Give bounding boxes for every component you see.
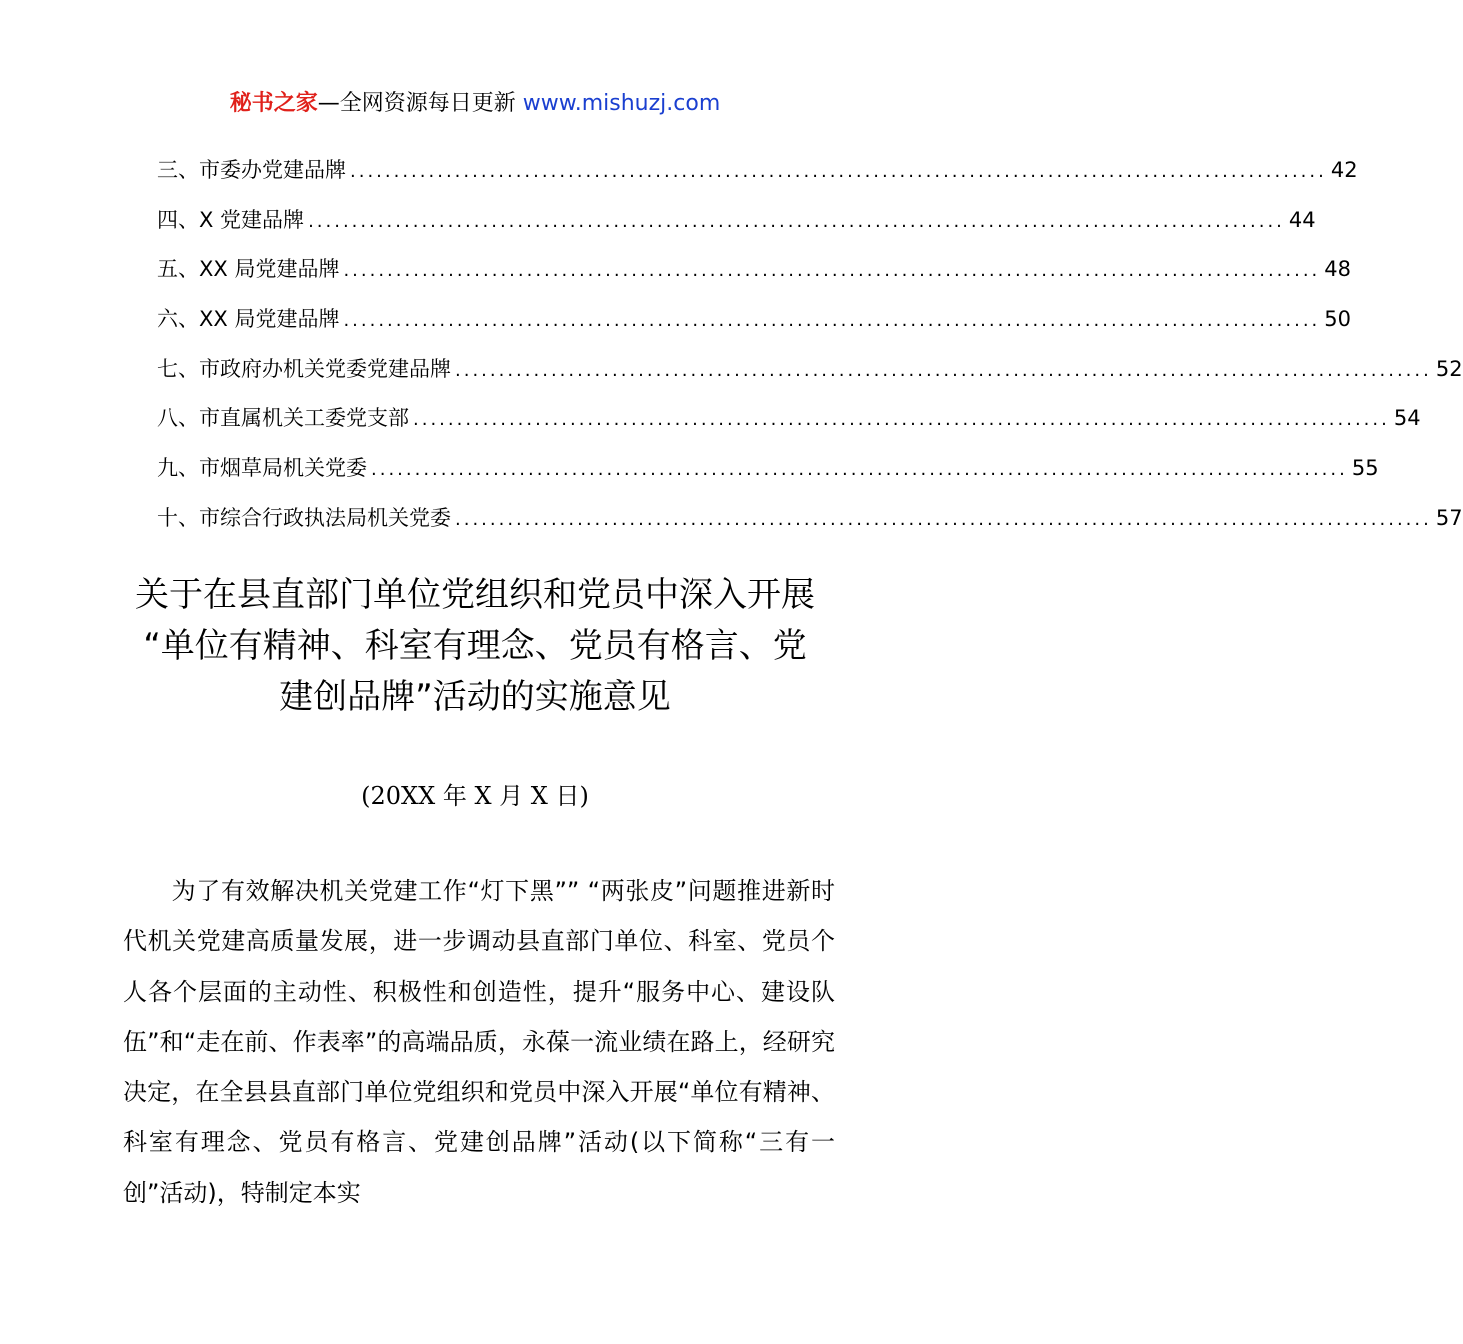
header-tagline: —全网资源每日更新 — [317, 91, 523, 116]
toc-leader-dots: ................................................................................................................ — [371, 459, 1348, 481]
toc-entry[interactable] — [157, 200, 1316, 250]
toc-entry-page: 48 — [1324, 257, 1352, 282]
toc-entry[interactable] — [157, 349, 1463, 399]
toc-entry-page: 54 — [1393, 406, 1421, 431]
toc-entry-label: 八、市直属机关工委党支部 — [157, 406, 409, 431]
toc-entry-page: 57 — [1435, 505, 1463, 530]
toc-entry[interactable] — [157, 398, 1421, 448]
toc-leader-dots: ................................................................................................................ — [413, 409, 1390, 431]
toc-entry-page: 42 — [1330, 158, 1358, 182]
toc-entry[interactable] — [157, 249, 1352, 299]
toc-entry-label: 七、市政府办机关党委党建品牌 — [157, 356, 451, 381]
body-paragraph — [123, 866, 835, 1218]
site-header — [0, 88, 950, 120]
document-date: (20XX 年 X 月 X 日) — [361, 782, 589, 810]
toc-entry-label: 四、X 党建品牌 — [157, 207, 305, 232]
paragraph-text: 为了有效解决机关党建工作“灯下黑”” “两张皮”问题推进新时代机关党建高质量发展，进一步调动县直部门单位、科室、党员个人各个层面的主动性、积极性和创造性，提升“服务中心、建设队伍”和“走在前、作表率”的高端品质，永葆一流业绩在路上，经研究决定，在全县县直部门单位党组织和党员中深入开展“单位有精神、科室有理念、党员有格言、党建创品牌”活动(以下简称“三有一创”活动)，特制定本实 — [123, 877, 835, 1207]
toc-entry[interactable] — [157, 299, 1352, 349]
title-line: 建创品牌”活动的实施意见 — [279, 677, 671, 717]
toc-entry-page: 50 — [1324, 307, 1352, 332]
toc-leader-dots: ................................................................................................................ — [343, 310, 1321, 332]
toc-entry-page: 44 — [1288, 207, 1316, 232]
toc-entry-label: 九、市烟草局机关党委 — [157, 456, 367, 481]
toc-entry[interactable] — [157, 150, 1358, 200]
toc-entry-page: 55 — [1351, 456, 1379, 481]
toc-entry-label: 五、XX 局党建品牌 — [157, 257, 340, 282]
toc-entry-label: 六、XX 局党建品牌 — [157, 307, 340, 332]
document-title — [60, 570, 890, 723]
toc-leader-dots: ................................................................................................................ — [308, 210, 1285, 232]
toc-entry[interactable] — [157, 498, 1463, 548]
table-of-contents — [157, 150, 1463, 548]
brand-name: 秘书之家 — [229, 91, 318, 116]
toc-leader-dots: ................................................................................................................ — [350, 161, 1327, 182]
title-line: “单位有精神、科室有理念、党员有格言、党 — [143, 626, 807, 666]
toc-leader-dots: ................................................................................................................ — [455, 359, 1432, 381]
toc-entry-label: 十、市综合行政执法局机关党委 — [157, 505, 451, 530]
toc-entry-label: 三、市委办党建品牌 — [157, 158, 346, 182]
title-line: 关于在县直部门单位党组织和党员中深入开展 — [135, 575, 815, 615]
toc-leader-dots: ................................................................................................................ — [455, 508, 1432, 530]
toc-entry-page: 52 — [1435, 356, 1463, 381]
header-url[interactable]: www.mishuzj.com — [522, 91, 721, 116]
toc-leader-dots: ................................................................................................................ — [343, 260, 1321, 282]
toc-entry[interactable] — [157, 448, 1379, 498]
